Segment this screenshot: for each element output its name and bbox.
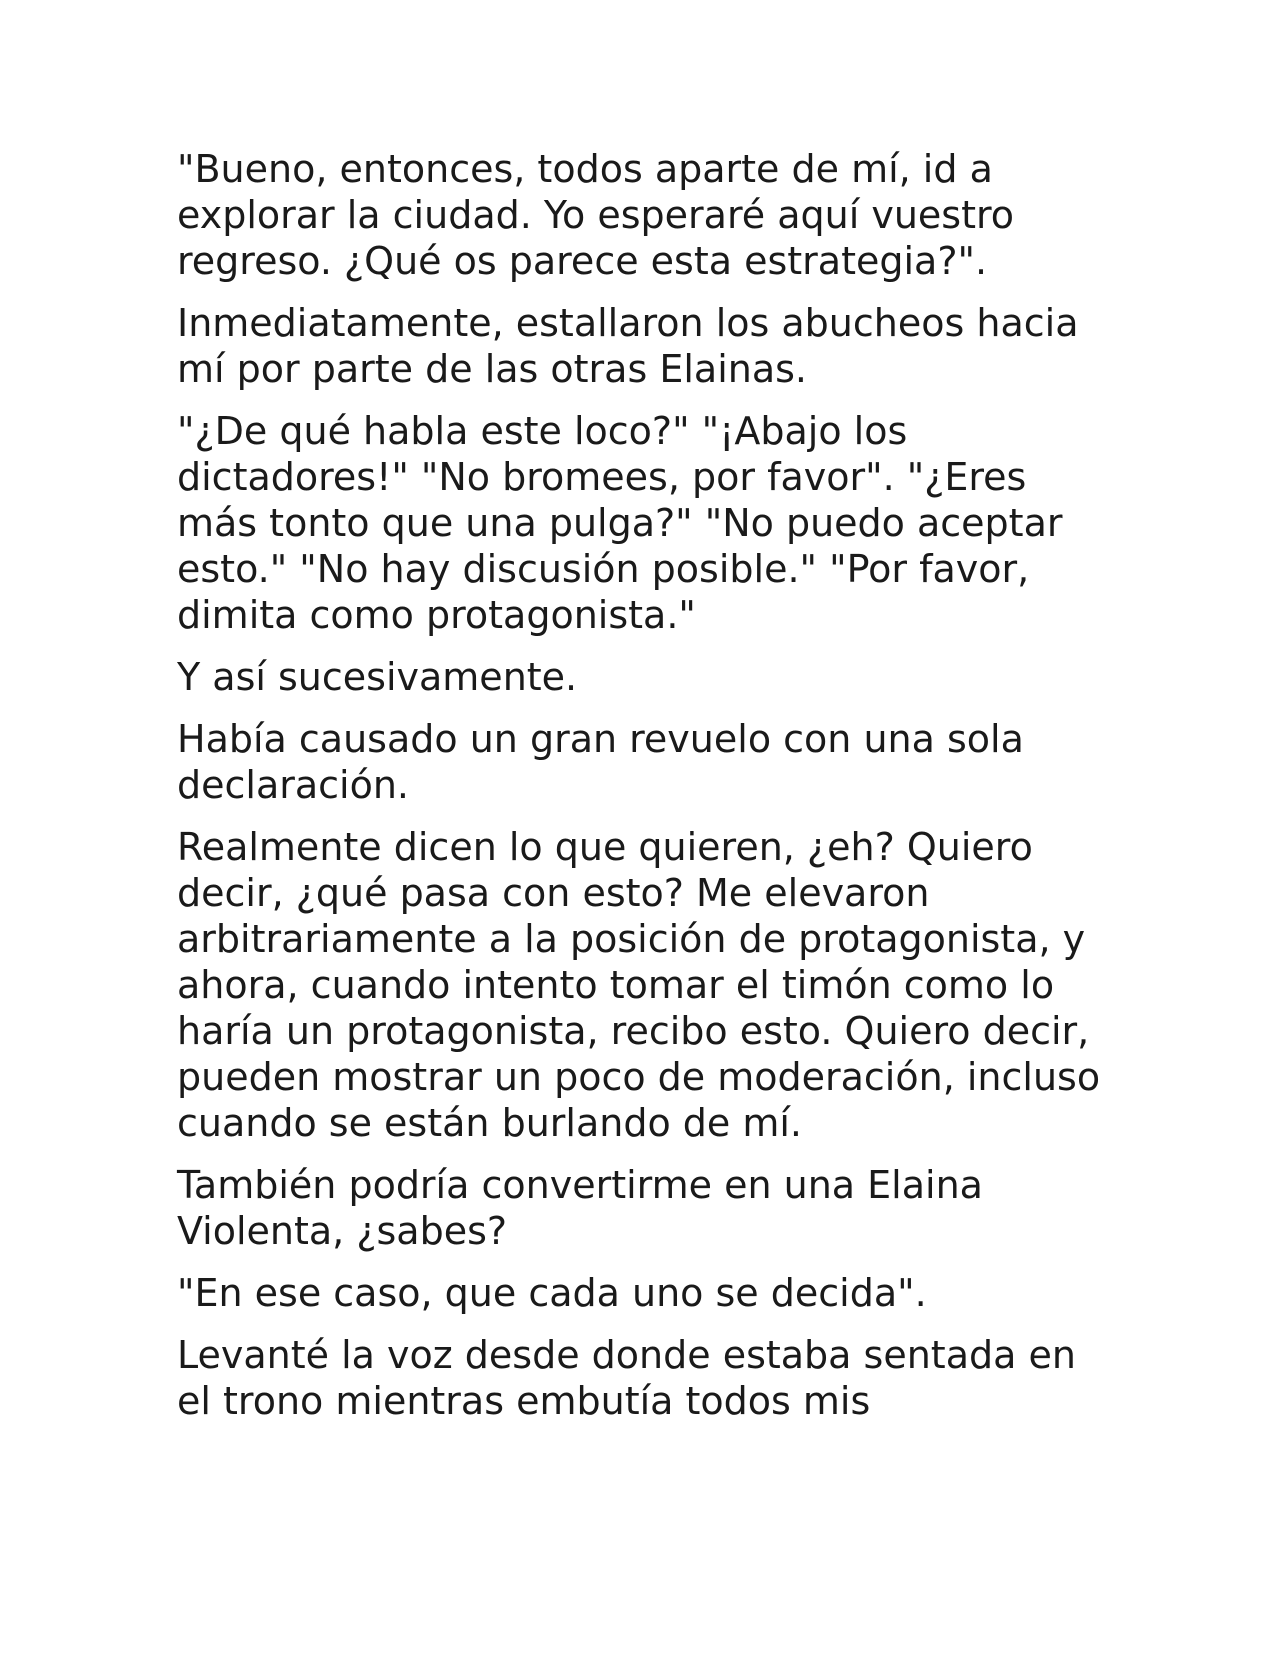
paragraph: "En ese caso, que cada uno se decida".	[177, 1271, 927, 1315]
paragraph: Levanté la voz desde donde estaba sentada en el trono mientras embutía todos mis	[177, 1333, 1076, 1423]
paragraph: "Bueno, entonces, todos aparte de mí, id a explorar la ciudad. Yo esperaré aquí vuestro regreso. ¿Qué os parece esta estrategia?".	[177, 147, 1015, 283]
paragraph: Inmediatamente, estallaron los abucheos hacia mí por parte de las otras Elainas.	[177, 301, 1079, 391]
paragraph: Había causado un gran revuelo con una sola declaración.	[177, 717, 1024, 807]
paragraph: Realmente dicen lo que quieren, ¿eh? Quiero decir, ¿qué pasa con esto? Me elevaron arbitrariamente a la posición de protagonista, y ahora, cuando intento tomar el timón como lo haría un protagonista, recibo esto. Quiero decir, pueden mostrar un poco de moderación, incluso cuando se están burlando de mí.	[177, 825, 1101, 1145]
body-text	[177, 146, 1107, 1440]
paragraph: También podría convertirme en una Elaina Violenta, ¿sabes?	[177, 1163, 983, 1253]
paragraph: Y así sucesivamente.	[177, 655, 578, 699]
paragraph: "¿De qué habla este loco?" "¡Abajo los dictadores!" "No bromees, por favor". "¿Eres más tonto que una pulga?" "No puedo aceptar esto." "No hay discusión posible." "Por favor, dimita como protagonista."	[177, 409, 1063, 637]
